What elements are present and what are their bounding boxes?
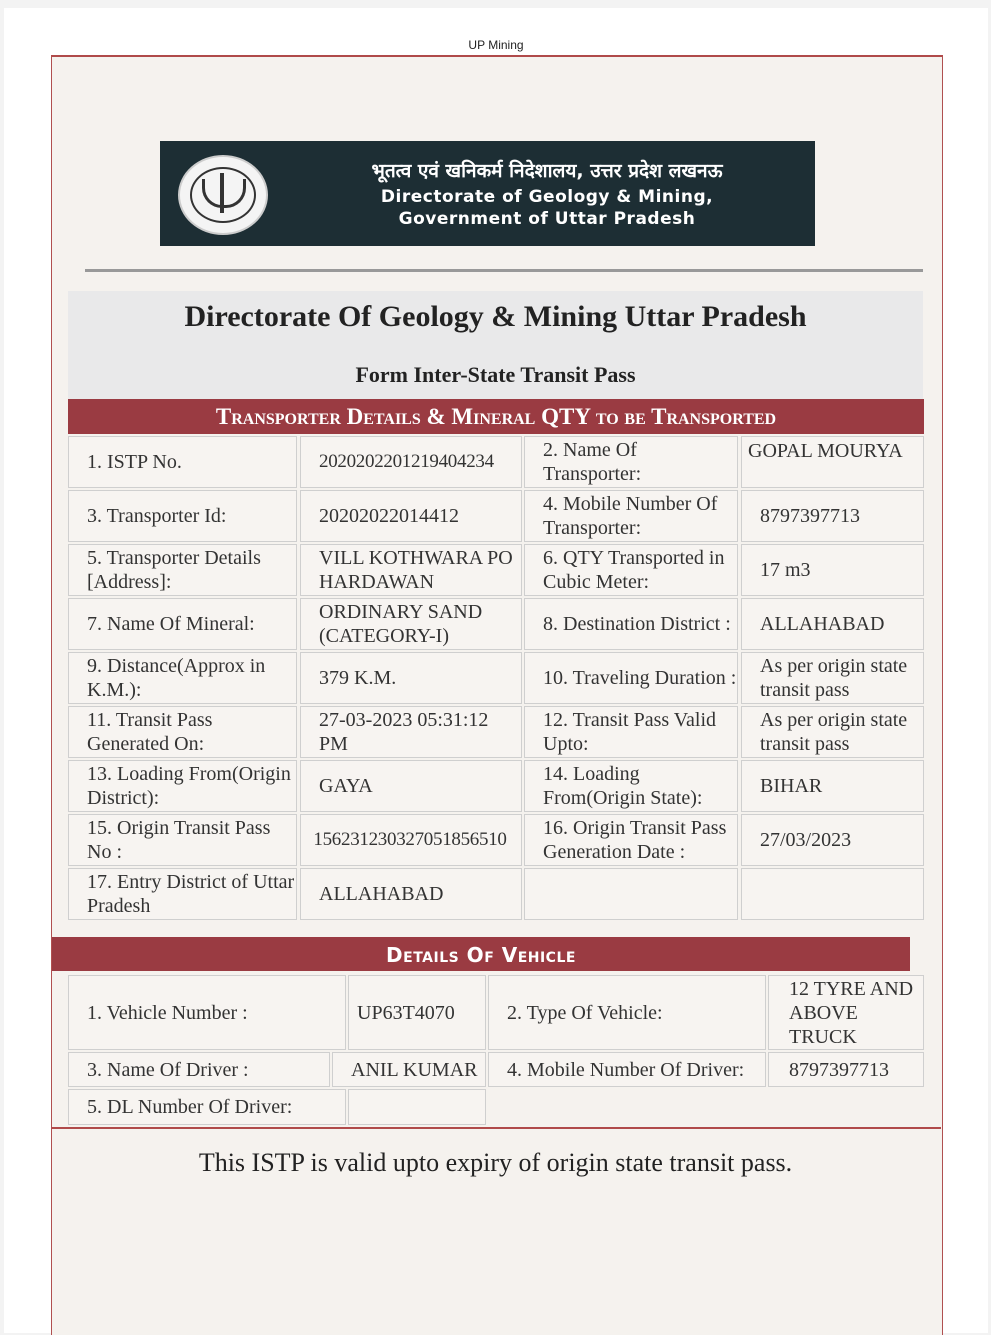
transporter-cell-text: 27/03/2023 <box>760 829 852 851</box>
transporter-cell-text: 7. Name Of Mineral: <box>87 613 255 635</box>
document-subtitle: Form Inter-State Transit Pass <box>355 362 636 387</box>
transporter-cell-text: ALLAHABAD <box>319 883 444 905</box>
transporter-cell-text: 15623123032705185651​0 <box>313 829 507 850</box>
transporter-field-label-8-3 <box>524 814 738 866</box>
transporter-field-label-1-1 <box>68 436 297 488</box>
transporter-cell-text: 11. Transit Pass Generated On: <box>87 709 213 755</box>
transporter-cell-text: 9. Distance(Approx in K.M.): <box>87 655 266 701</box>
transporter-field-label-5-1 <box>68 652 297 704</box>
transporter-field-label-6-1 <box>68 706 297 758</box>
vehicle-type-label: 2. Type Of Vehicle: <box>488 975 766 1050</box>
title-box <box>68 291 923 399</box>
transporter-field-value-1-2 <box>300 436 522 488</box>
transporter-field-value-1-4 <box>741 436 924 488</box>
transporter-cell-text: As per origin state transit pass <box>760 709 908 755</box>
transporter-cell-text: 17 m3 <box>760 559 811 581</box>
transporter-field-label-2-1 <box>68 490 297 542</box>
transporter-field-value-4-2 <box>300 598 522 650</box>
transporter-field-value-5-2 <box>300 652 522 704</box>
transporter-section-heading: Transporter Details & Mineral QTY to be Transported <box>68 399 924 434</box>
driver-name-value: ANIL KUMAR <box>332 1052 486 1087</box>
transporter-cell-text: 2. Name Of Transporter: <box>543 439 642 485</box>
transporter-field-value-6-4 <box>741 706 924 758</box>
driver-name-label: 3. Name Of Driver : <box>68 1052 330 1087</box>
transporter-field-value-8-4 <box>741 814 924 866</box>
directorate-banner <box>160 141 815 246</box>
banner-hindi-title: भूतत्व एवं खनिकर्म निदेशालय, उत्तर प्रदेश लखनऊ <box>371 160 723 182</box>
vehicle-number-label: 1. Vehicle Number : <box>68 975 346 1050</box>
transporter-cell-text: 4. Mobile Number Of Transporter: <box>543 493 718 539</box>
transporter-field-value-9-4 <box>741 868 924 920</box>
divider <box>85 269 923 272</box>
validity-note: This ISTP is valid upto expiry of origin state transit pass. <box>198 1148 793 1177</box>
app-title: UP Mining <box>468 38 524 52</box>
transporter-field-label-2-3 <box>524 490 738 542</box>
transporter-field-label-3-3 <box>524 544 738 596</box>
transporter-cell-text: BIHAR <box>760 775 823 797</box>
transporter-cell-text: 16. Origin Transit Pass Generation Date : <box>543 817 727 863</box>
dl-number-label: 5. DL Number Of Driver: <box>68 1089 346 1125</box>
transporter-cell-text: 1. ISTP No. <box>87 451 182 473</box>
transporter-field-value-3-4 <box>741 544 924 596</box>
transporter-field-label-7-1 <box>68 760 297 812</box>
transporter-cell-text: 12. Transit Pass Valid Upto: <box>543 709 717 755</box>
transporter-field-label-9-3 <box>524 868 738 920</box>
transporter-cell-text: 8797397713 <box>760 505 860 527</box>
transporter-cell-text: 5. Transporter Details [Address]: <box>87 547 261 593</box>
transporter-field-label-6-3 <box>524 706 738 758</box>
transporter-cell-text: GOPAL MOURYA <box>748 440 903 462</box>
transporter-field-label-3-1 <box>68 544 297 596</box>
transporter-field-value-7-2 <box>300 760 522 812</box>
transporter-cell-text: 15. Origin Transit Pass No : <box>87 817 271 863</box>
transporter-cell-text: GAYA <box>319 775 373 797</box>
transporter-field-label-1-3 <box>524 436 738 488</box>
transporter-field-label-5-3 <box>524 652 738 704</box>
up-state-emblem-icon <box>178 155 268 235</box>
transporter-field-label-9-1 <box>68 868 297 920</box>
transporter-cell-text: 14. Loading From(Origin State): <box>543 763 703 809</box>
transporter-cell-text: 10. Traveling Duration : <box>543 667 737 689</box>
transporter-field-value-5-4 <box>741 652 924 704</box>
transporter-field-value-2-4 <box>741 490 924 542</box>
transporter-cell-text: VILL KOTHWARA PO HARDAWAN <box>319 547 513 593</box>
dl-number-value <box>348 1089 486 1125</box>
transporter-cell-text: 20202022012194042​34 <box>319 451 494 472</box>
transporter-field-label-7-3 <box>524 760 738 812</box>
transporter-field-value-2-2 <box>300 490 522 542</box>
transporter-cell-text: 20202022014412 <box>319 505 459 527</box>
transporter-field-label-4-1 <box>68 598 297 650</box>
transporter-field-value-9-2 <box>300 868 522 920</box>
transporter-field-label-8-1 <box>68 814 297 866</box>
vehicle-type-value: 12 TYRE AND ABOVE TRUCK <box>768 975 924 1050</box>
transporter-cell-text: 379 K.M. <box>319 667 397 689</box>
transporter-field-value-3-2 <box>300 544 522 596</box>
vehicle-section-heading: Details Of Vehicle <box>52 937 910 971</box>
transporter-cell-text: 17. Entry District of Uttar Pradesh <box>87 871 295 917</box>
transporter-field-value-4-4 <box>741 598 924 650</box>
transporter-cell-text: ALLAHABAD <box>760 613 885 635</box>
transporter-cell-text: 27-03-2023 05:31:12 PM <box>319 709 489 755</box>
driver-mobile-value: 8797397713 <box>768 1052 924 1087</box>
frame-bottom-border <box>51 1127 941 1129</box>
banner-english-line2: Government of Uttar Pradesh <box>398 209 696 229</box>
transporter-cell-text: ORDINARY SAND (CATEGORY-I) <box>319 601 483 647</box>
document-title: Directorate Of Geology & Mining Uttar Pradesh <box>184 300 807 333</box>
transporter-field-label-4-3 <box>524 598 738 650</box>
transporter-cell-text: 13. Loading From(Origin District): <box>87 763 291 809</box>
transporter-cell-text: As per origin state transit pass <box>760 655 908 701</box>
vehicle-number-value: UP63T4070 <box>348 975 486 1050</box>
driver-mobile-label: 4. Mobile Number Of Driver: <box>488 1052 766 1087</box>
transporter-cell-text: 6. QTY Transported in Cubic Meter: <box>543 547 725 593</box>
transporter-cell-text: 8. Destination District : <box>543 613 731 635</box>
transporter-field-value-7-4 <box>741 760 924 812</box>
banner-english-line1: Directorate of Geology & Mining, <box>380 187 714 207</box>
transporter-field-value-6-2 <box>300 706 522 758</box>
transporter-cell-text: 3. Transporter Id: <box>87 505 227 527</box>
transporter-field-value-8-2 <box>300 814 522 866</box>
